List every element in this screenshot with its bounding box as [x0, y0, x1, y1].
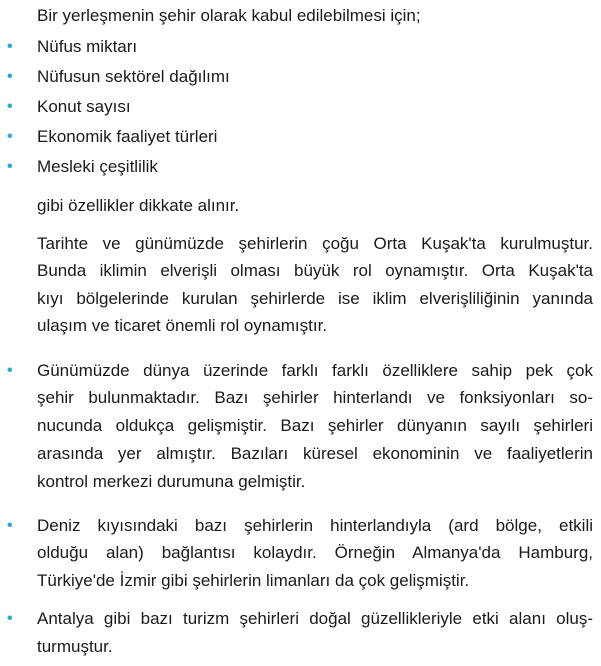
bullet-icon: • — [7, 68, 13, 85]
criteria-item: Konut sayısı — [37, 97, 131, 116]
paragraph-line: nucunda oldukça gelişmiştir. Bazı şehirler dünyanın sayılı şehirleri — [37, 416, 593, 435]
criteria-item: Nüfus miktarı — [37, 37, 138, 56]
paragraph-line: turmuştur. — [37, 637, 113, 656]
criteria-item: Mesleki çeşitlilik — [37, 157, 158, 176]
paragraph-line: kontrol merkezi durumuna gelmiştir. — [37, 472, 306, 491]
paragraph-line: arasında yer almıştır. Bazıları küresel ekonominin ve faaliyetlerin — [37, 444, 593, 463]
paragraph-line: şehir bulunmaktadır. Bazı şehirler hinterlandı ve fonksiyonları so- — [37, 388, 593, 407]
paragraph-line: kıyı bölgelerinde kurulan şehirlerde ise iklim elverişliliğinin yanında — [37, 289, 593, 308]
bullet-icon: • — [7, 98, 13, 115]
paragraph-line: Türkiye'de İzmir gibi şehirlerin limanları da çok gelişmiştir. — [37, 571, 470, 590]
paragraph-line: Tarihte ve günümüzde şehirlerin çoğu Orta Kuşak'ta kurulmuştur. — [37, 234, 593, 253]
paragraph-line: ulaşım ve ticaret önemli rol oynamıştır. — [37, 316, 328, 335]
paragraph-line: olduğu alan) bağlantısı kolaydır. Örneğin Almanya'da Hamburg, — [37, 543, 593, 562]
bullet-icon: • — [7, 158, 13, 175]
bullet-icon: • — [7, 128, 13, 145]
paragraph-line: Günümüzde dünya üzerinde farklı farklı özelliklere sahip pek çok — [37, 361, 593, 380]
bullet-icon: • — [7, 38, 13, 55]
paragraph-line: Antalya gibi bazı turizm şehirleri doğal güzellikleriyle etki alanı oluş- — [37, 609, 593, 628]
bullet-icon: • — [7, 362, 13, 379]
paragraph-line: Bunda iklimin elverişli olması büyük rol oynamıştır. Orta Kuşak'ta — [37, 261, 593, 280]
paragraph-line: Deniz kıyısındaki bazı şehirlerin hinterlandıyla (ard bölge, etkili — [37, 516, 593, 535]
bullet-icon: • — [7, 610, 13, 627]
criteria-item: Nüfusun sektörel dağılımı — [37, 67, 230, 86]
intro-text: Bir yerleşmenin şehir olarak kabul edilebilmesi için; — [37, 6, 421, 25]
criteria-tail: gibi özellikler dikkate alınır. — [37, 196, 240, 215]
criteria-item: Ekonomik faaliyet türleri — [37, 127, 218, 146]
bullet-icon: • — [7, 517, 13, 534]
